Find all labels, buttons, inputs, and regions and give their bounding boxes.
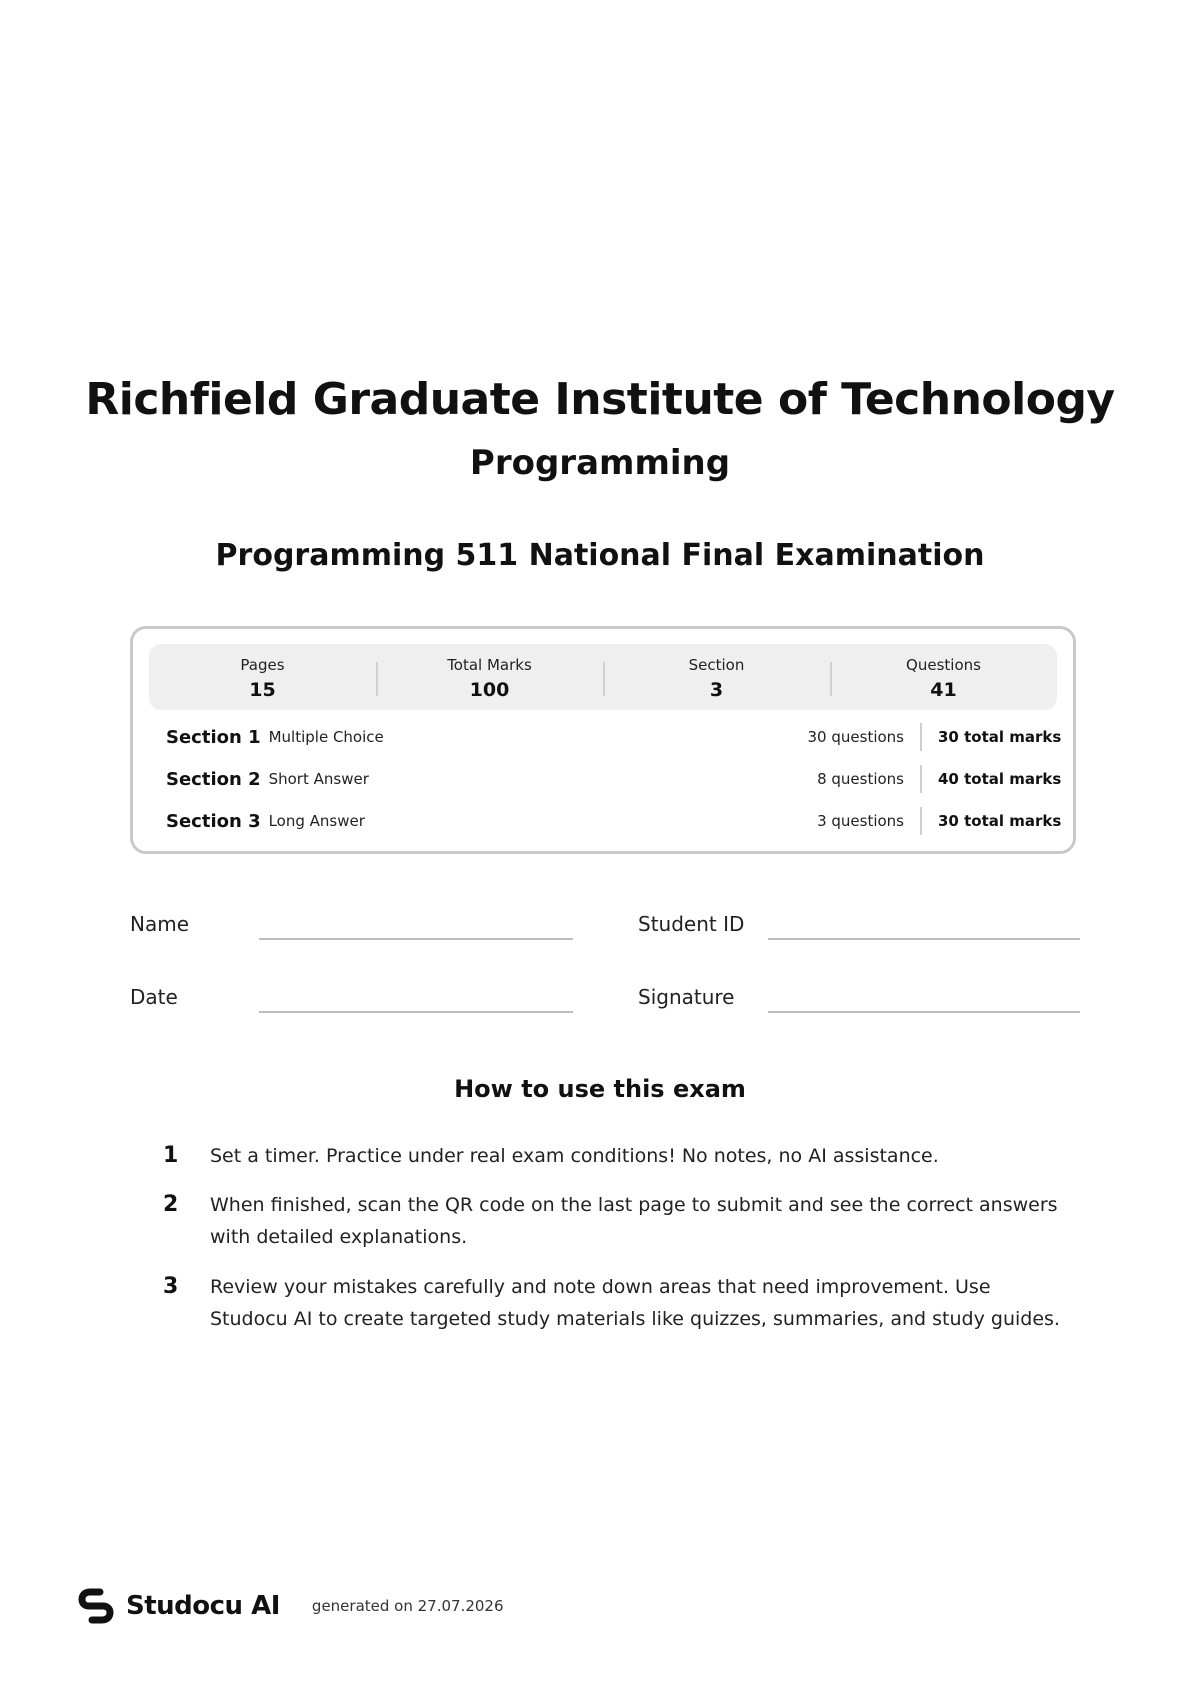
footer [78, 1586, 504, 1626]
date-field[interactable] [259, 1011, 573, 1013]
stat-value: 41 [930, 679, 957, 701]
stat-questions [830, 644, 1057, 710]
exam-summary-card [130, 626, 1076, 854]
signature-label: Signature [638, 985, 735, 1009]
section-name: Section 2 [166, 768, 261, 790]
generated-date: generated on 27.07.2026 [311, 1597, 504, 1615]
student-id-field[interactable] [768, 938, 1080, 940]
howto-step-2 [160, 1189, 1060, 1253]
howto-title: How to use this exam [454, 1075, 746, 1103]
step-text: When finished, scan the QR code on the last page to submit and see the correct answers with detailed explanations. [210, 1194, 1058, 1248]
stat-label: Questions [906, 656, 981, 674]
howto-step-3 [160, 1271, 1060, 1335]
section-marks: 30 total marks [938, 812, 1062, 830]
section-row-3 [166, 806, 1062, 836]
name-label: Name [130, 912, 190, 936]
section-question-count: 3 questions [817, 807, 922, 835]
section-type: Short Answer [268, 770, 369, 788]
howto-step-1 [160, 1140, 1060, 1172]
step-number: 1 [163, 1143, 179, 1168]
section-type: Long Answer [268, 812, 365, 830]
stat-value: 15 [249, 679, 276, 701]
step-text: Set a timer. Practice under real exam conditions! No notes, no AI assistance. [210, 1145, 939, 1167]
stat-pages [149, 644, 376, 710]
step-text: Review your mistakes carefully and note down areas that need improvement. Use Studocu AI to create targeted study materials like quizzes, summaries, and study guides. [210, 1276, 1060, 1330]
date-label: Date [130, 985, 178, 1009]
brand-name: Studocu AI [126, 1591, 280, 1621]
section-row-1 [166, 722, 1062, 752]
step-number: 2 [163, 1192, 179, 1217]
exam-stats-bar [149, 644, 1057, 710]
signature-field[interactable] [768, 1011, 1080, 1013]
section-marks: 30 total marks [938, 728, 1062, 746]
studocu-logo-icon [78, 1588, 114, 1624]
stat-label: Pages [240, 656, 285, 674]
stat-label: Section [688, 656, 745, 674]
student-id-label: Student ID [638, 912, 745, 936]
stat-total-marks [376, 644, 603, 710]
stat-label: Total Marks [447, 656, 532, 674]
name-field[interactable] [259, 938, 573, 940]
section-question-count: 30 questions [808, 723, 922, 751]
section-name: Section 3 [166, 810, 261, 832]
subject-title: Programming [469, 443, 731, 483]
section-marks: 40 total marks [938, 770, 1062, 788]
section-name: Section 1 [166, 726, 261, 748]
section-question-count: 8 questions [817, 765, 922, 793]
section-row-2 [166, 764, 1062, 794]
section-type: Multiple Choice [268, 728, 384, 746]
institution-title: Richfield Graduate Institute of Technology [85, 374, 1115, 425]
step-number: 3 [163, 1274, 179, 1299]
stat-value: 3 [709, 679, 724, 701]
stat-value: 100 [469, 679, 510, 701]
stat-section [603, 644, 830, 710]
exam-title: Programming 511 National Final Examination [215, 538, 985, 573]
